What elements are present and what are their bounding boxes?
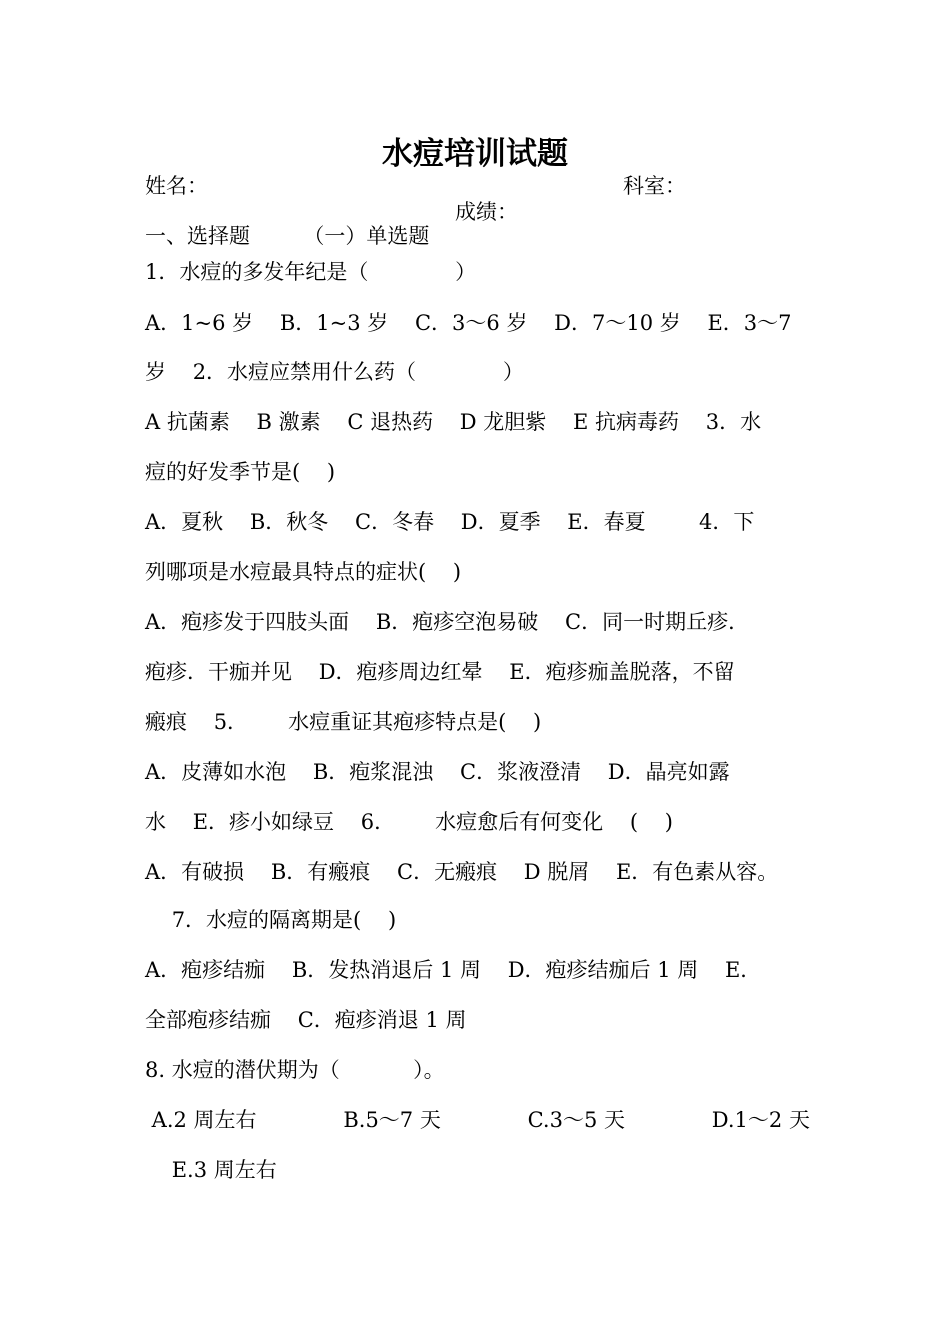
score-label: 成绩： bbox=[455, 200, 518, 224]
question-line: 列哪项是水痘最具特点的症状( ) bbox=[145, 560, 462, 584]
question-line: A．皮薄如水泡 B．疱浆混浊 C．浆液澄清 D．晶亮如露 bbox=[145, 760, 730, 784]
question-line: 痘的好发季节是( ) bbox=[145, 460, 336, 484]
question-line: 疱疹．干痂并见 D．疱疹周边红晕 E．疱疹痂盖脱落，不留 bbox=[145, 660, 735, 684]
question-line: 瘢痕 5． 水痘重证其疱疹特点是( ) bbox=[145, 710, 542, 734]
section-heading: 一、选择题 （一）单选题 bbox=[145, 224, 430, 248]
question-line: 1．水痘的多发年纪是（ ） bbox=[145, 260, 477, 284]
question-line: A．疱疹结痂 B．发热消退后 1 周 D．疱疹结痂后 1 周 E． bbox=[145, 958, 762, 982]
question-line: 7．水痘的隔离期是( ) bbox=[145, 908, 397, 932]
exam-title: 水痘培训试题 bbox=[382, 136, 568, 172]
question-line: 8. 水痘的潜伏期为（ ）。 bbox=[145, 1058, 445, 1082]
name-label: 姓名： bbox=[145, 174, 208, 198]
question-line: 岁 2．水痘应禁用什么药（ ） bbox=[145, 360, 524, 384]
question-line: A．有破损 B．有瘢痕 C．无瘢痕 D 脱屑 E．有色素从容。 bbox=[145, 860, 779, 884]
question-line: A 抗菌素 B 激素 C 退热药 D 龙胆紫 E 抗病毒药 3．水 bbox=[145, 410, 762, 434]
question-line: A．疱疹发于四肢头面 B．疱疹空泡易破 C．同一时期丘疹． bbox=[145, 610, 750, 634]
question-line: 水 E．疹小如绿豆 6． 水痘愈后有何变化 ( ) bbox=[145, 810, 673, 834]
question-line: E.3 周左右 bbox=[145, 1158, 277, 1182]
department-label: 科室： bbox=[623, 174, 686, 198]
question-line: A.2 周左右 B.5～7 天 C.3～5 天 D.1～2 天 bbox=[145, 1108, 810, 1132]
question-line: A．夏秋 B．秋冬 C．冬春 D．夏季 E．春夏 4．下 bbox=[145, 510, 755, 534]
question-line: 全部疱疹结痂 C．疱疹消退 1 周 bbox=[145, 1008, 467, 1032]
question-line: A．1~6 岁 B．1~3 岁 C．3～6 岁 D．7～10 岁 E．3～7 bbox=[145, 311, 792, 335]
